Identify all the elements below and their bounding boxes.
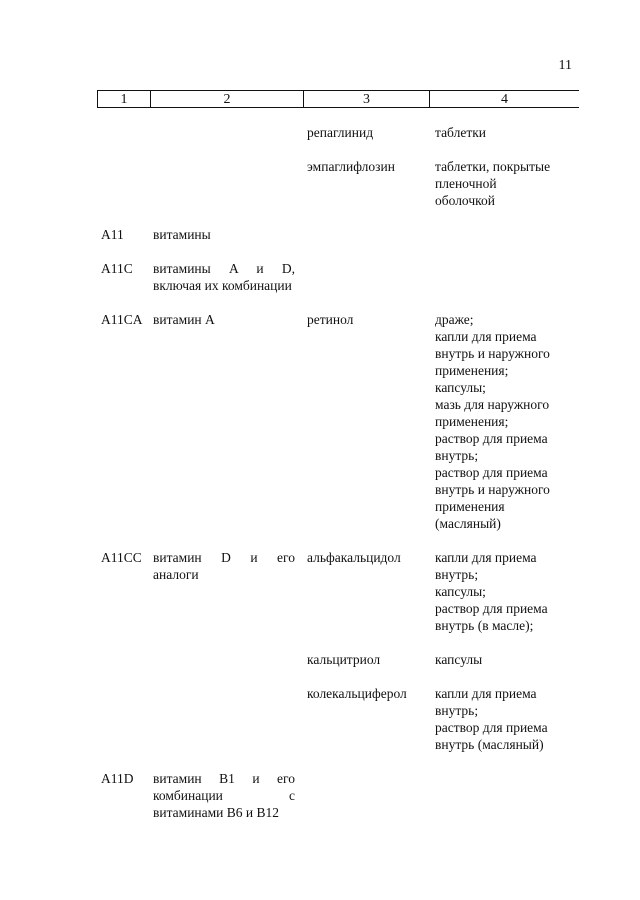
dosage-form-line: внутрь; [435, 448, 479, 463]
substance-name [301, 770, 429, 821]
table-row [97, 124, 575, 141]
column-header-1: 1 [98, 91, 151, 108]
dosage-forms [429, 226, 575, 243]
atc-group-name [153, 311, 301, 532]
atc-code [97, 158, 153, 209]
dosage-form-line: внутрь; [435, 567, 479, 582]
substance-name [301, 260, 429, 294]
atc-code [97, 124, 153, 141]
dosage-form-line: мазь для наружного [435, 397, 550, 412]
substance-name [301, 226, 429, 243]
substance-name: эмпаглифлозин [307, 159, 395, 174]
page-number: 11 [558, 58, 572, 73]
table-row [97, 226, 575, 243]
atc-code: A11CA [101, 312, 143, 327]
dosage-form-line: (масляный) [435, 516, 501, 531]
dosage-form-line: драже; [435, 312, 474, 327]
dosage-forms [429, 124, 575, 141]
atc-group-text: витамины A и D, включая их комбинации [153, 261, 295, 293]
atc-code [97, 651, 153, 668]
substance-name: репаглинид [307, 125, 374, 140]
dosage-form-line: капсулы [435, 652, 483, 667]
dosage-form-line: пленочной [435, 176, 497, 191]
dosage-form-line: капли для приема [435, 329, 537, 344]
dosage-form-line: внутрь (в масле); [435, 618, 534, 633]
dosage-form-line: применения [435, 499, 505, 514]
column-header-2: 2 [151, 91, 304, 108]
dosage-form-line: таблетки [435, 125, 487, 140]
table-row [97, 158, 575, 209]
dosage-form-line: капли для приема [435, 550, 537, 565]
dosage-forms [429, 311, 575, 532]
dosage-forms [429, 549, 575, 634]
atc-group-name [153, 651, 301, 668]
atc-group-name [153, 685, 301, 753]
dosage-form-line: таблетки, покрытые [435, 159, 551, 174]
dosage-form-line: внутрь и наружного [435, 482, 550, 497]
dosage-form-line: применения; [435, 363, 509, 378]
substance-name: альфакальцидол [307, 550, 401, 565]
table-row [97, 685, 575, 753]
column-header-3: 3 [304, 91, 430, 108]
dosage-form-line: капсулы; [435, 380, 486, 395]
table-row [97, 651, 575, 668]
dosage-form-line: применения; [435, 414, 509, 429]
dosage-form-line: внутрь (масляный) [435, 737, 544, 752]
atc-group-name [153, 226, 301, 243]
substance-name: колекальциферол [307, 686, 407, 701]
dosage-form-line: внутрь; [435, 703, 479, 718]
atc-group-text: витамин A [153, 312, 215, 327]
atc-group-text: витамин D и его аналоги [153, 550, 295, 582]
substance-name: кальцитриол [307, 652, 381, 667]
atc-code: A11D [101, 771, 134, 786]
dosage-form-line: раствор для приема [435, 720, 548, 735]
dosage-form-line: внутрь и наружного [435, 346, 550, 361]
atc-code: A11CC [101, 550, 142, 565]
dosage-forms [429, 770, 575, 821]
table-row [97, 770, 575, 821]
dosage-form-line: капсулы; [435, 584, 486, 599]
table-row [97, 549, 575, 634]
dosage-form-line: капли для приема [435, 686, 537, 701]
dosage-form-line: оболочкой [435, 193, 495, 208]
dosage-form-line: раствор для приема [435, 601, 548, 616]
dosage-forms [429, 260, 575, 294]
atc-group-name [153, 549, 301, 634]
substance-name: ретинол [307, 312, 354, 327]
atc-group-name [153, 770, 301, 821]
atc-code: A11C [101, 261, 133, 276]
table-row [97, 260, 575, 294]
dosage-forms [429, 651, 575, 668]
atc-group-name [153, 158, 301, 209]
atc-group-text: витамин B1 и его комбинации с витаминами B6 и B12 [153, 771, 295, 820]
dosage-form-line: раствор для приема [435, 431, 548, 446]
atc-group-name [153, 124, 301, 141]
table-row [97, 311, 575, 532]
dosage-form-line: раствор для приема [435, 465, 548, 480]
table-body [97, 124, 575, 838]
column-header-table [97, 90, 579, 108]
atc-code: A11 [101, 227, 124, 242]
atc-group-text: витамины [153, 227, 211, 242]
atc-code [97, 685, 153, 753]
atc-group-name [153, 260, 301, 294]
dosage-forms [429, 685, 575, 753]
dosage-forms [429, 158, 575, 209]
column-header-4: 4 [430, 91, 580, 108]
column-header-row [98, 91, 580, 108]
